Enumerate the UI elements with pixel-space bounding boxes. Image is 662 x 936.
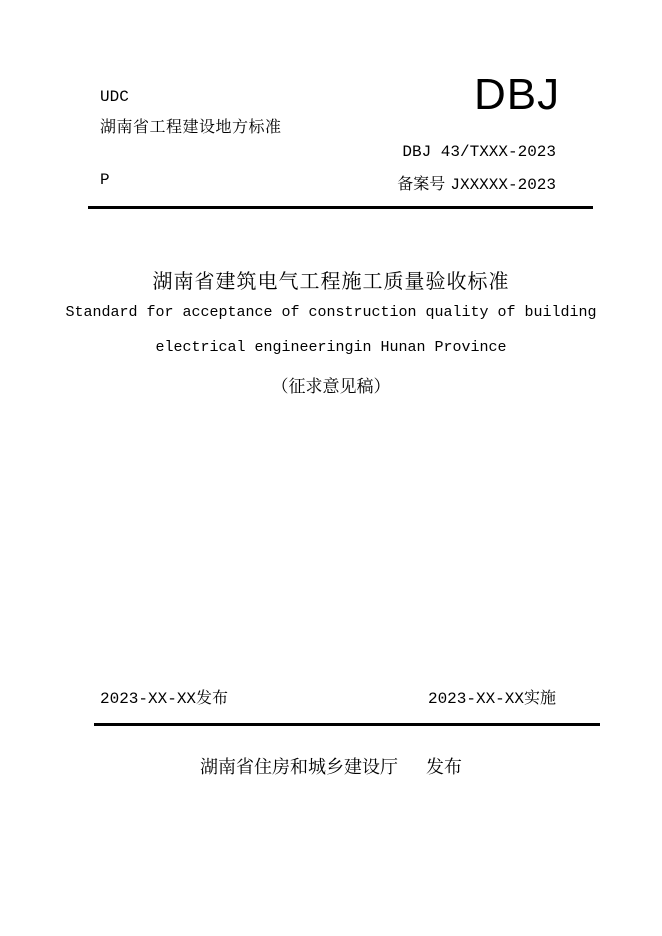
issuing-action: 发布 xyxy=(426,757,462,778)
issuing-authority-line xyxy=(0,753,662,779)
document-title-english-line1: Standard for acceptance of construction quality of building xyxy=(65,304,597,321)
effective-label: 实施 xyxy=(523,688,556,707)
effective-date-line xyxy=(428,685,556,708)
top-divider xyxy=(88,206,593,209)
record-number-value: JXXXXX-2023 xyxy=(450,176,556,194)
document-title-chinese: 湖南省建筑电气工程施工质量验收标准 xyxy=(152,269,510,293)
bottom-divider xyxy=(94,723,600,726)
draft-note: （征求意见稿） xyxy=(271,377,391,397)
record-number-label: 备案号 xyxy=(397,174,446,193)
standard-number: DBJ 43/TXXX-2023 xyxy=(402,143,556,161)
publish-date-line xyxy=(100,685,228,708)
issuer-standard-type: 湖南省工程建设地方标准 xyxy=(100,117,282,136)
udc-label: UDC xyxy=(100,88,129,106)
publish-date: 2023-XX-XX xyxy=(100,690,197,708)
publish-label: 发布 xyxy=(196,688,229,707)
effective-date: 2023-XX-XX xyxy=(427,690,524,708)
issuing-authority: 湖南省住房和城乡建设厅 xyxy=(200,757,398,778)
category-mark: P xyxy=(100,171,110,189)
record-number-line xyxy=(397,171,556,194)
document-title-english-line2: electrical engineeringin Hunan Province xyxy=(155,339,507,356)
dbj-logo: DBJ xyxy=(474,70,561,119)
